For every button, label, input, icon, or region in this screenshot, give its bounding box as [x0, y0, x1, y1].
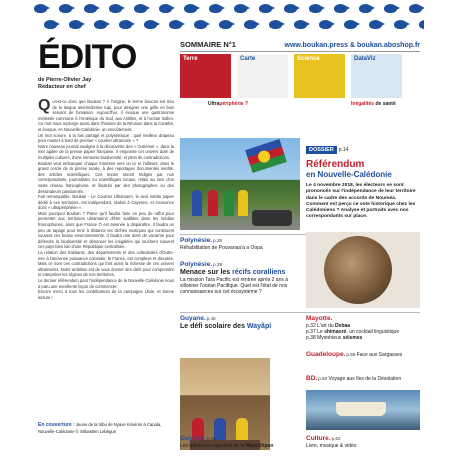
- thumb-caption-inegalites: [351, 101, 396, 107]
- bird-icon: [194, 20, 207, 29]
- dossier-title: Référendum: [306, 159, 365, 170]
- bird-icon: [244, 20, 257, 29]
- section-page: p.26: [213, 238, 223, 243]
- edito-body: [38, 99, 174, 300]
- thumb-science[interactable]: [294, 54, 345, 98]
- section-page: p.60: [318, 376, 328, 381]
- bird-icon: [119, 20, 132, 29]
- thumb-label: Terre: [183, 56, 198, 62]
- bird-icon: [219, 20, 232, 29]
- person-figure: [208, 190, 218, 216]
- bird-icon: [84, 4, 97, 13]
- section-page: p.40: [206, 316, 216, 321]
- edito-paragraph: Encore merci à tous les contributeurs de la campagne Ulule, et bonne lecture !: [38, 289, 174, 300]
- section-text: [180, 443, 302, 449]
- rubric-thumbnails: [180, 54, 420, 114]
- bird-icon: [319, 20, 332, 29]
- edito-paragraph: Un mot sonore, à la fois partagé et polysémique : quel meilleur drapeau pour monter à bord de premier « courrier ultramarin » ?: [38, 132, 174, 144]
- edito-paragraph: Boukan veut embarquer chaque trimestre vers un ici et l'ailleurs, dans le grand cercle de la presse locale, à des reportages documentés inédits, des articles scientifiques. Ces textes seront rédigés par nos correspondants, journalistes ou scientifiques locaux, relais au sein d'un vaste réseau francophone, et illustrés par des photographes ou des dessinateurs passionnés.: [38, 160, 174, 194]
- section-kicker: Polynésie.: [180, 237, 213, 244]
- text-emphasis: Mamilihpan: [245, 442, 274, 449]
- dossier-page: p.14: [338, 147, 349, 153]
- bird-icon: [369, 20, 382, 29]
- cover-credit: [38, 422, 174, 434]
- text-part: Les peintures rupestres de la: [180, 442, 246, 449]
- website-link[interactable]: www.boukan.press & boukan.aboshop.fr: [284, 42, 420, 49]
- dropcap: Q: [38, 97, 51, 114]
- section-text: Livre, musique & vidéo: [306, 442, 357, 449]
- kanak-flag-icon: [245, 139, 287, 173]
- bird-icon: [294, 20, 307, 29]
- section-kicker: Polynésie.: [180, 261, 213, 268]
- ship-shape: [336, 402, 386, 416]
- item-rest: , un cocktail linguistique: [346, 328, 400, 335]
- section-text: Réhabilitation de Pouvanaa'a a Oopa: [180, 244, 263, 251]
- thumb-label: DataViz: [354, 56, 376, 62]
- bd-illustration: [306, 390, 420, 430]
- edito-paragraph: Le dernier référendum pour l'indépendance de la Nouvelle-Calédonie nous a paru une excellente façon de commencer.: [38, 278, 174, 289]
- bird-icon: [59, 4, 72, 13]
- person-figure: [238, 190, 248, 216]
- sommaire-title: SOMMAIRE N°1: [180, 40, 236, 49]
- bird-icon: [259, 4, 272, 13]
- section-kicker: Mayotte.: [306, 315, 333, 322]
- item-label: Le: [317, 328, 325, 335]
- edito-column: [38, 40, 174, 450]
- edito-byline: [38, 77, 174, 91]
- mayotte-item: [306, 335, 420, 341]
- item-bold: shimaoré: [324, 328, 347, 335]
- item-label: L'art du: [317, 322, 336, 329]
- bird-icon: [359, 4, 372, 13]
- section-headline: [180, 269, 302, 277]
- section-polynesie-2[interactable]: [180, 262, 302, 295]
- bird-icon: [134, 4, 147, 13]
- section-page: p.62: [331, 436, 341, 441]
- edito-author: de Pierre-Olivier Jay: [38, 77, 92, 83]
- magazine-page: [32, 0, 424, 458]
- section-culture[interactable]: [306, 436, 420, 449]
- section-bd[interactable]: [306, 376, 420, 383]
- bird-icon: [344, 20, 357, 29]
- edito-paragraph: Qu'est-ce donc que Boukan ? À l'origine, le terme boucan est issu de la langue amérindienne tupi, pour désigner une grille en bois servant de fumaison. Aujourd'hui, il évoque une gastronomie métissée commune à l'Amérique du Sud, aux Antilles, et à l'océan Indien. Ce mot nous replonge aussi dans l'histoire de la Réunion dans la Caraïbe, et évoque, en Nouvelle-Calédonie, un envoûtement.: [38, 97, 174, 132]
- item-page: p.37: [306, 328, 316, 335]
- section-guyane-2[interactable]: [180, 436, 302, 449]
- bird-icon: [394, 20, 407, 29]
- bird-icon: [69, 20, 82, 29]
- dossier-text: Le 4 novembre 2018, les électeurs se sont prononcés sur l'indépendance de leur territoire dans le cadre des accords de Nouméa. Comment est perçu ce vote historique chez les Calédoniens ? Analyse et portraits avec nos correspondants sur place.: [306, 183, 416, 220]
- thumb-terre[interactable]: [180, 54, 231, 98]
- bird-icon: [169, 20, 182, 29]
- edito-paragraph: Mais pourquoi Boukan ? Parce qu'il faudra faire en peu de raffut pour permettre aux territoires ultramarins d'être audibles dans les médias francophones, alors que France Ô est amenée à disparaître. Il faudra un peu de tapage pour tenir à distance les clichés exotiques qui continuent souvent ces beaux environnements. Il faudra une dose de vacarme pour défendre la biodiversité et dénoncer les inégalités qui touchent souvent ces pays bien loin d'une République centralisée.: [38, 210, 174, 250]
- edito-paragraph: La relation des habitants, des départements et des collectivités d'Outre-mer à l'ancienne puissance coloniale, la France, est complexe et discutée. Mais ce sont ces contradictions qui font aussi la richesse de ces univers ultramarins. Notre ambition est de vous donner des clefs pour comprendre et interpréter les régions de nos territoires.: [38, 250, 174, 278]
- section-text: Voyage aux îles de la Désolation: [328, 376, 402, 382]
- caption-inegalites-prefix: Inégalités: [351, 101, 375, 107]
- section-page: p.56: [346, 352, 356, 357]
- coral-photo: [324, 236, 392, 304]
- bird-icon: [34, 4, 47, 13]
- headline-emphasis: Wayãpi: [246, 322, 272, 330]
- bird-icon: [44, 20, 57, 29]
- bird-icon: [284, 4, 297, 13]
- section-kicker: Guadeloupe.: [306, 351, 346, 358]
- bird-icon: [234, 4, 247, 13]
- caption-ultra-prefix: Ultra: [208, 101, 220, 107]
- caption-inegalites-suffix: de santé: [374, 101, 396, 107]
- bird-icon: [94, 20, 107, 29]
- thumb-carte[interactable]: [237, 54, 288, 98]
- section-kicker: Guyane.: [180, 315, 206, 322]
- bird-icon: [159, 4, 172, 13]
- bird-icon: [109, 4, 122, 13]
- bird-pattern-banner: [32, 0, 424, 36]
- dossier-subtitle: en Nouvelle-Calédonie: [306, 170, 392, 179]
- bird-icon: [419, 20, 424, 29]
- section-guyane-1[interactable]: [180, 316, 302, 331]
- person-figure: [192, 190, 202, 216]
- referendum-photo: [180, 138, 300, 230]
- edito-paragraph: Fait remarquable, Boukan - Le Courrier Ultramarin, le seul média papier dédié à ces territoires, est indépendant, réalisé à Cayenne, et s'annonce donc « ultrapériphérie ».: [38, 194, 174, 211]
- item-bold: séismes: [342, 334, 363, 341]
- bird-icon: [309, 4, 322, 13]
- car-shape: [252, 210, 292, 226]
- edito-title: ÉDITO: [38, 38, 137, 76]
- item-page: p.38: [306, 334, 316, 341]
- section-kicker: Guyane.: [180, 435, 206, 442]
- sommaire-header: [180, 40, 420, 52]
- cover-credit-label: En couverture :: [38, 422, 75, 428]
- person-figure: [224, 190, 234, 216]
- bird-icon: [144, 20, 157, 29]
- bird-icon: [269, 20, 282, 29]
- caption-ultra-suffix: périphérie ?: [219, 101, 249, 107]
- section-kicker: Culture.: [306, 435, 331, 442]
- thumb-label: Carte: [240, 56, 256, 62]
- bird-icon: [209, 4, 222, 13]
- section-page: p.28: [213, 262, 223, 267]
- section-polynesie-1[interactable]: [180, 238, 302, 251]
- item-bold: Debaa: [335, 322, 351, 329]
- item-page: p.32: [306, 322, 316, 329]
- cover-credit-text: Jeune de la tribu de Nyaxe Kiméros à Canala, Nouvelle-Calédonie © Sébastien Lebègue: [38, 422, 162, 434]
- sommaire-column: [180, 40, 420, 452]
- edito-paragraph: Notre nouveau journal souligne à la découverte des « Outremer », dans la mer agitée de la presse papier française. Il emprunte cet univers doté de multiples cultures, d'une immense biodiversité, et plein de contradictions.: [38, 143, 174, 160]
- edito-role: Rédacteur en chef: [38, 84, 86, 90]
- headline-part: Le défi scolaire des: [180, 322, 247, 330]
- dossier-tag: DOSSIER: [306, 146, 337, 154]
- section-headline: [180, 323, 302, 331]
- thumb-label: Science: [297, 56, 320, 62]
- section-guadeloupe[interactable]: [306, 352, 420, 359]
- section-page: p.46: [206, 436, 216, 441]
- item-label: Mystérieux: [317, 334, 343, 341]
- bird-icon: [409, 4, 422, 13]
- thumb-dataviz[interactable]: [351, 54, 402, 98]
- section-kicker: BD.: [306, 375, 318, 382]
- thumb-caption-ultra: [208, 101, 248, 107]
- headline-emphasis: récifs coralliens: [232, 268, 286, 276]
- bird-icon: [184, 4, 197, 13]
- bird-icon: [334, 4, 347, 13]
- bird-icon: [384, 4, 397, 13]
- section-mayotte[interactable]: [306, 316, 420, 341]
- section-text: La mission Tara Pacific est rentrée après 2 ans à sillonner l'océan Pacifique. Quel est l'état de nos connaissances sur cet écosystème ?: [180, 276, 289, 295]
- divider: [180, 312, 420, 313]
- headline-part: Menace sur les: [180, 268, 233, 276]
- dossier-block: [306, 138, 420, 221]
- section-text: Face aux Sargasses: [356, 352, 403, 358]
